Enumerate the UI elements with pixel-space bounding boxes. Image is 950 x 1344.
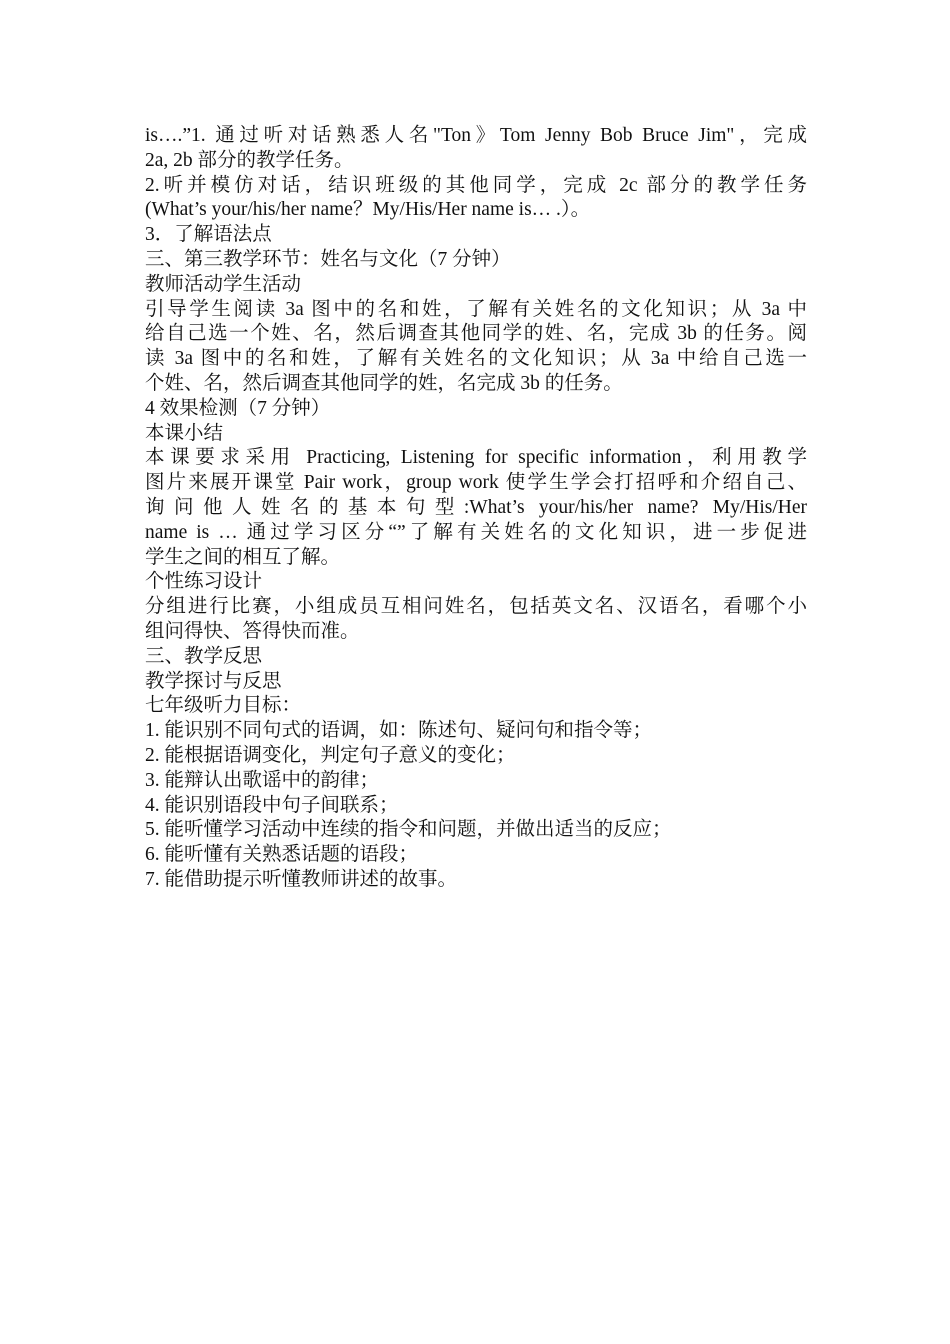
text-line: 七年级听力目标： xyxy=(145,695,302,717)
text-line: 图片来展开课堂 Pair work，group work 使学生学会打招呼和介绍自己、 xyxy=(145,472,807,494)
text-line: (What’s your/his/her name？My/His/Her name is… .）。 xyxy=(145,199,591,221)
text-line: 3．了解语法点 xyxy=(145,224,272,246)
text-line: 2. 能根据语调变化，判定句子意义的变化； xyxy=(145,744,516,766)
text-line: is….”1. 通过听对话熟悉人名"Ton》Tom Jenny Bob Bruce Jim"，完成 xyxy=(145,125,807,146)
text-line: 询问他人姓名的基本句型:What’s your/his/her name? My/His/Her xyxy=(145,496,807,518)
text-line: 教学探讨与反思 xyxy=(145,670,282,692)
text-line: 三、教学反思 xyxy=(145,645,263,667)
text-line: 个性练习设计 xyxy=(145,571,263,593)
text-line: 读 3a 图中的名和姓，了解有关姓名的文化知识；从 3a 中给自己选一 xyxy=(145,348,807,370)
text-line: 4 效果检测（7 分钟） xyxy=(145,397,331,419)
text-line: 6. 能听懂有关熟悉话题的语段； xyxy=(145,844,419,866)
document-body xyxy=(145,124,807,893)
text-line: 本课小结 xyxy=(145,422,224,444)
text-line: 给自己选一个姓、名，然后调查其他同学的姓、名，完成 3b 的任务。阅 xyxy=(145,323,807,345)
text-line: 3. 能辩认出歌谣中的韵律； xyxy=(145,769,380,791)
text-line: 学生之间的相互了解。 xyxy=(145,546,341,568)
text-line: 个姓、名，然后调查其他同学的姓，名完成 3b 的任务。 xyxy=(145,372,623,394)
text-line: 4. 能识别语段中句子间联系； xyxy=(145,794,399,816)
text-line: 组问得快、答得快而准。 xyxy=(145,620,360,642)
text-line: name is … 通过学习区分“”了解有关姓名的文化知识，进一步促进 xyxy=(145,521,807,543)
text-line: 分组进行比赛，小组成员互相问姓名，包括英文名、汉语名，看哪个小 xyxy=(145,596,807,618)
text-line: 2a, 2b 部分的教学任务。 xyxy=(145,149,354,171)
text-line: 1. 能识别不同句式的语调，如：陈述句、疑问句和指令等； xyxy=(145,720,653,742)
text-line: 7. 能借助提示听懂教师讲述的故事。 xyxy=(145,868,458,890)
text-line: 教师活动学生活动 xyxy=(145,273,302,295)
text-line: 引导学生阅读 3a 图中的名和姓，了解有关姓名的文化知识；从 3a 中 xyxy=(145,298,807,320)
text-line: 三、第三教学环节：姓名与文化（7 分钟） xyxy=(145,248,511,270)
text-line: 本课要求采用 Practicing, Listening for specific information，利用教学 xyxy=(145,447,807,469)
text-line: 5. 能听懂学习活动中连续的指令和问题，并做出适当的反应； xyxy=(145,819,672,841)
text-line: 2.听并模仿对话，结识班级的其他同学，完成 2c 部分的教学任务 xyxy=(145,174,807,196)
